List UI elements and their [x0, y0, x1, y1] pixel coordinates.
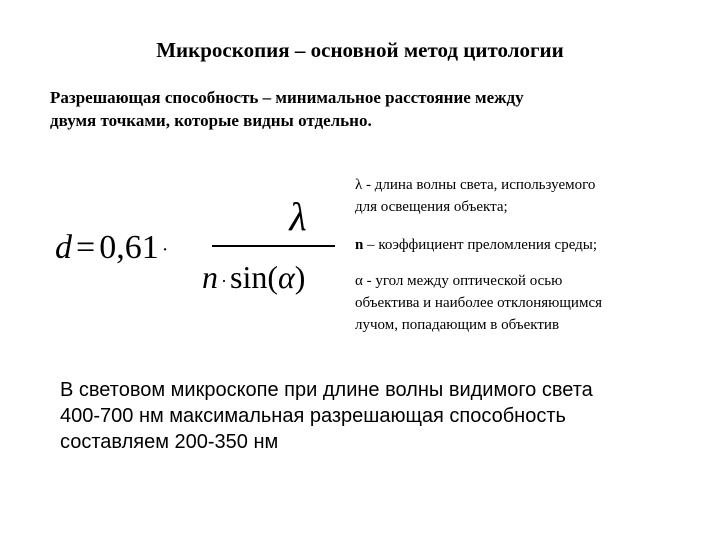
legend-alpha-line-3: лучом, попадающим в объектив: [355, 317, 560, 333]
definition-text: [50, 86, 650, 132]
legend-alpha-text-1: - угол между оптической осью: [362, 273, 563, 289]
legend-item-alpha: [355, 270, 695, 336]
definition-line-2: двумя точками, которые видны отдельно.: [50, 111, 372, 130]
conclusion-line-3: составляем 200-350 нм: [60, 431, 279, 453]
legend-n-text-1: – коэффициент преломления среды;: [363, 237, 598, 253]
legend-alpha-line-1: [355, 270, 695, 292]
formula-denominator-close: ): [294, 259, 306, 295]
formula-denominator: [202, 258, 305, 300]
legend-symbol-n: n: [355, 237, 364, 253]
formula-denominator-sin: sin(: [230, 259, 278, 295]
conclusion-line-1: В световом микроскопе при длине волны видимого света: [60, 379, 593, 401]
formula-fraction-bar: [212, 245, 335, 247]
formula-coefficient: 0,61: [99, 229, 159, 266]
formula-left-side: [55, 228, 171, 270]
formula-numerator-lambda: λ: [289, 194, 307, 239]
legend-lambda-line-1: [355, 174, 695, 196]
legend-n-line-1: [355, 234, 695, 256]
legend-alpha-line-2: объектива и наиболее отклоняющимся: [355, 295, 603, 311]
formula-denominator-dot: ·: [221, 270, 227, 291]
legend-item-n: [355, 234, 695, 256]
conclusion-line-2: 400-700 нм максимальная разрешающая способность: [60, 405, 566, 427]
legend-lambda-text-1: - длина волны света, используемого: [362, 177, 596, 193]
formula-variable-d: d: [55, 229, 72, 266]
legend-lambda-line-2: для освещения объекта;: [355, 199, 508, 215]
conclusion-text: [60, 377, 680, 455]
resolution-formula: [55, 194, 345, 310]
legend-item-lambda: [355, 174, 695, 218]
formula-equals-sign: =: [76, 229, 96, 266]
formula-denominator-n: n: [202, 259, 218, 295]
legend-symbol-lambda: λ: [355, 177, 363, 193]
definition-line-1: Разрешающая способность – минимальное расстояние между: [50, 88, 524, 107]
formula-denominator-alpha: α: [278, 259, 295, 295]
legend-symbol-alpha: α: [355, 273, 363, 289]
page-title: Микроскопия – основной метод цитологии: [156, 38, 564, 62]
formula-multiply-dot: ·: [161, 239, 169, 262]
